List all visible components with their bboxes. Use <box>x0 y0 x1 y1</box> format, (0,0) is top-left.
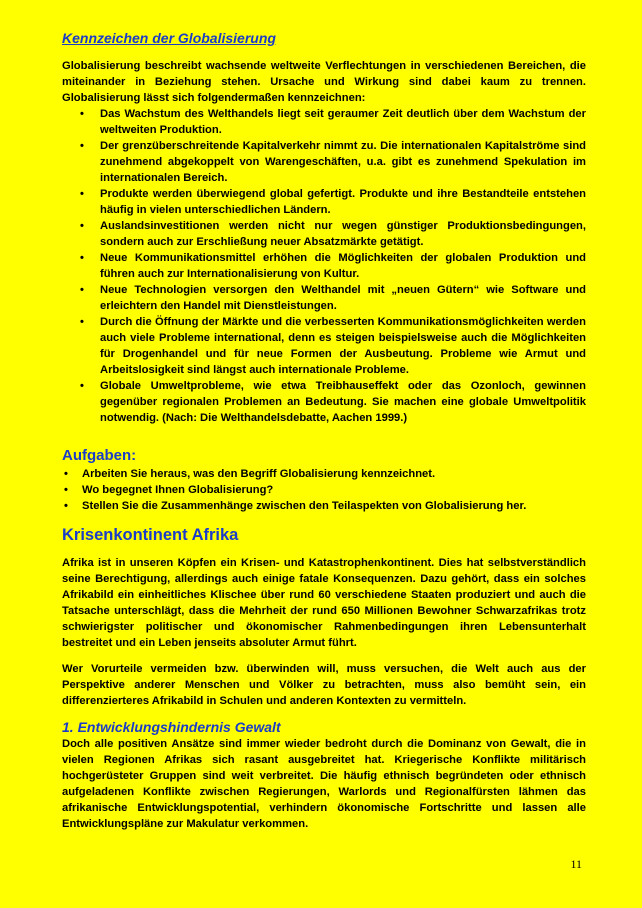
afrika-paragraph-2: Wer Vorurteile vermeiden bzw. überwinden will, muss versuchen, die Welt auch aus der Perspektive anderer Menschen und Völker zu betrachten, muss also bemüht sein, ein differenzierteres Afrikabild in Schulen und anderen Kontexten zu vermitteln. <box>62 663 586 707</box>
page-number: 11 <box>570 857 582 871</box>
heading-entwicklungshindernis-gewalt: 1. Entwicklungshindernis Gewalt <box>62 719 281 735</box>
list-item: • Durch die Öffnung der Märkte und die verbesserten Kommunikationsmöglichkeiten werden auch viele Probleme international, denn es steigen beispielsweise auch die Möglichkeiten für Drogenhandel und für neue Formen der Ausbeutung. Probleme wie Armut und Arbeitslosigkeit sind längst auch internationale Probleme. <box>62 314 586 378</box>
tasks-list <box>62 466 586 514</box>
afrika-paragraph-1: Afrika ist in unseren Köpfen ein Krisen- und Katastrophenkontinent. Dies hat selbstverständlich seine Berechtigung, allerdings auch einige fatale Konsequenzen. Dazu gehört, dass ein solches Afrikabild ein einheitliches Klischee über rund 60 verschiedene Staaten produziert und auch die Tatsache unterschlägt, dass die Mehrheit der rund 650 Millionen Bewohner Schwarzafrikas trotz schwierigster politischer und ökonomischer Rahmenbedingungen ihren Lebensunterhalt bestreitet und ein Leben jenseits absoluter Armut führt. <box>62 557 586 649</box>
list-item: • Arbeiten Sie heraus, was den Begriff Globalisierung kennzeichnet. <box>62 466 586 482</box>
gewalt-paragraph: Doch alle positiven Ansätze sind immer wieder bedroht durch die Dominanz von Gewalt, die in vielen Regionen Afrikas sich rasant ausgebreitet hat. Kriegerische Konflikte militärisch hochgerüsteter Gruppen sind weit verbreitet. Die häufig ethnisch begründeten oder ethnisch aufgeladenen Konflikte zwischen Regierungen, Warlords und Regionalfürsten lähmen das afrikanische Entwicklungspotential, verhindern ökonomische Fortschritte und lassen alle Entwicklungspläne zur Makulatur verkommen. <box>62 738 586 830</box>
list-item: • Stellen Sie die Zusammenhänge zwischen den Teilaspekten von Globalisierung her. <box>62 498 586 514</box>
list-item: • Produkte werden überwiegend global gefertigt. Produkte und ihre Bestandteile entstehen häufig in vielen unterschiedlichen Ländern. <box>62 186 586 218</box>
list-item: • Neue Technologien versorgen den Welthandel mit „neuen Gütern“ wie Software und erleichtern den Handel mit Dienstleistungen. <box>62 282 586 314</box>
list-item: • Auslandsinvestitionen werden nicht nur wegen günstiger Produktionsbedingungen, sondern auch zur Erschließung neuer Absatzmärkte getätigt. <box>62 218 586 250</box>
heading-kennzeichen-globalisierung: Kennzeichen der Globalisierung <box>62 30 276 46</box>
list-item: • Neue Kommunikationsmittel erhöhen die Möglichkeiten der globalen Produktion und führen auch zur Internationalisierung von Kultur. <box>62 250 586 282</box>
list-item: • Wo begegnet Ihnen Globalisierung? <box>62 482 586 498</box>
heading-krisenkontinent-afrika: Krisenkontinent Afrika <box>62 526 239 544</box>
list-item: • Globale Umweltprobleme, wie etwa Treibhauseffekt oder das Ozonloch, gewinnen gegenüber regionalen Problemen an Bedeutung. Sie machen eine globale Umweltpolitik notwendig. (Nach: Die Welthandelsdebatte, Aachen 1999.) <box>62 378 586 426</box>
characteristics-list <box>62 106 586 426</box>
list-item: • Der grenzüberschreitende Kapitalverkehr nimmt zu. Die internationalen Kapitalströme sind zunehmend abgekoppelt von Warengeschäften, u.a. gibt es zunehmend Spekulation im internationalen Bereich. <box>62 138 586 186</box>
heading-aufgaben: Aufgaben: <box>62 447 137 464</box>
intro-paragraph: Globalisierung beschreibt wachsende weltweite Verflechtungen in verschiedenen Bereichen, die miteinander in Beziehung stehen. Ursache und Wirkung sind dabei kaum zu trennen. Globalisierung lässt sich folgendermaßen kennzeichnen: <box>62 60 586 104</box>
list-item: • Das Wachstum des Welthandels liegt seit geraumer Zeit deutlich über dem Wachstum der weltweiten Produktion. <box>62 106 586 138</box>
